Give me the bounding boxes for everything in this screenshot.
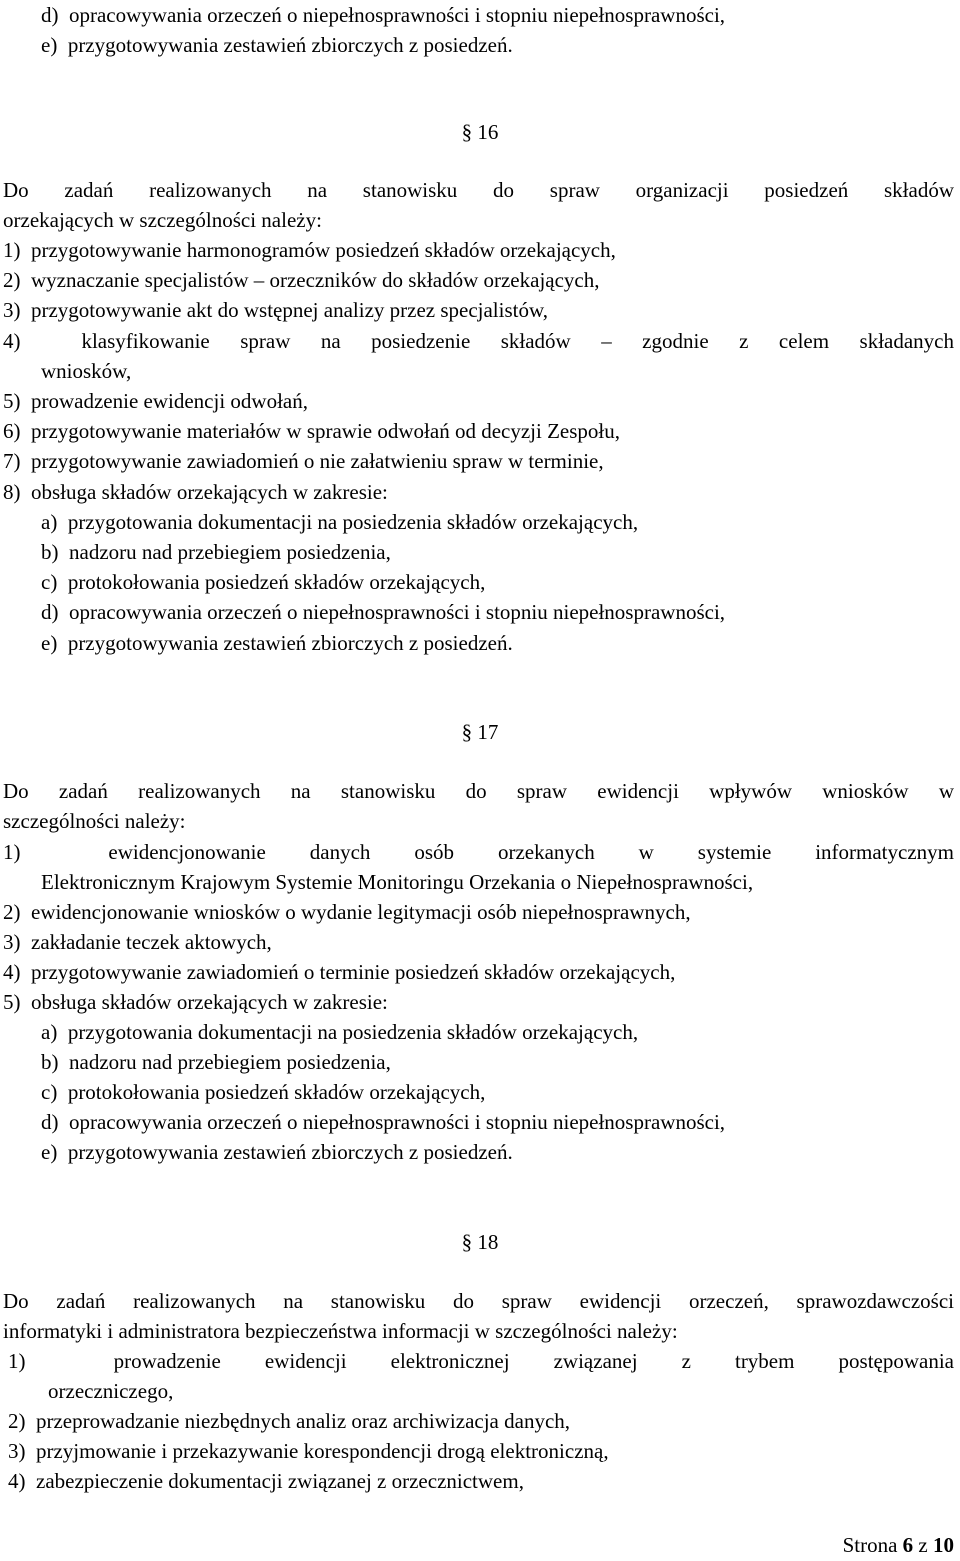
list-item: 3) przygotowywanie akt do wstępnej analizy przez specjalistów,: [3, 298, 549, 322]
list-item: 1) przygotowywanie harmonogramów posiedzeń składów orzekających,: [3, 238, 616, 262]
list-item: 4) zabezpieczenie dokumentacji związanej z orzecznictwem,: [8, 1469, 524, 1493]
sub-list-item: a) przygotowania dokumentacji na posiedzenia składów orzekających,: [41, 1020, 639, 1044]
sub-list-item: e) przygotowywania zestawień zbiorczych z posiedzeń.: [41, 631, 513, 655]
list-item: 2) ewidencjonowanie wniosków o wydanie legitymacji osób niepełnosprawnych,: [3, 900, 691, 924]
section-intro: Do zadań realizowanych na stanowisku do spraw ewidencji orzeczeń, sprawozdawczości: [3, 1289, 954, 1313]
sub-list-item: d) opracowywania orzeczeń o niepełnosprawności i stopniu niepełnosprawności,: [41, 600, 726, 624]
list-item: 8) obsługa składów orzekających w zakresie:: [3, 480, 388, 504]
section-intro: Do zadań realizowanych na stanowisku do spraw ewidencji wpływów wniosków w: [3, 779, 954, 803]
sub-list-item: e) przygotowywania zestawień zbiorczych z posiedzeń.: [41, 1140, 513, 1164]
list-item: 3) przyjmowanie i przekazywanie korespondencji drogą elektroniczną,: [8, 1439, 609, 1463]
list-item: 1) ewidencjonowanie danych osób orzekanych w systemie informatycznym: [3, 840, 954, 864]
page-footer: [843, 1531, 954, 1559]
sub-list-item: d) opracowywania orzeczeń o niepełnosprawności i stopniu niepełnosprawności,: [41, 1110, 726, 1134]
list-item: 1) prowadzenie ewidencji elektronicznej związanej z trybem postępowania: [8, 1349, 954, 1373]
list-item: 4) przygotowywanie zawiadomień o terminie posiedzeń składów orzekających,: [3, 960, 676, 984]
list-item: 5) obsługa składów orzekających w zakresie:: [3, 990, 388, 1014]
section-heading: § 17: [461, 720, 499, 744]
section-intro: Do zadań realizowanych na stanowisku do spraw organizacji posiedzeń składów: [3, 178, 954, 202]
list-item: 6) przygotowywanie materiałów w sprawie odwołań od decyzji Zespołu,: [3, 419, 620, 443]
list-item-continuation: wniosków,: [41, 359, 132, 383]
footer-prefix: Strona: [842, 1533, 898, 1557]
footer-page-number: 6: [902, 1533, 914, 1557]
list-item: 7) przygotowywanie zawiadomień o nie załatwieniu spraw w terminie,: [3, 449, 604, 473]
section-intro: szczególności należy:: [3, 809, 186, 833]
sub-list-item: b) nadzoru nad przebiegiem posiedzenia,: [41, 540, 391, 564]
list-item: 2) wyznaczanie specjalistów – orzeczników do składów orzekających,: [3, 268, 600, 292]
sub-list-item: a) przygotowania dokumentacji na posiedzenia składów orzekających,: [41, 510, 639, 534]
section-intro: informatyki i administratora bezpieczeństwa informacji w szczególności należy:: [3, 1319, 678, 1343]
list-item: 2) przeprowadzanie niezbędnych analiz oraz archiwizacja danych,: [8, 1409, 571, 1433]
text-line: e) przygotowywania zestawień zbiorczych z posiedzeń.: [41, 33, 513, 57]
section-intro: orzekających w szczególności należy:: [3, 208, 322, 232]
section-heading: § 18: [461, 1230, 499, 1254]
sub-list-item: c) protokołowania posiedzeń składów orzekających,: [41, 1080, 486, 1104]
text-line: d) opracowywania orzeczeń o niepełnosprawności i stopniu niepełnosprawności,: [41, 3, 726, 27]
footer-separator: z: [918, 1533, 928, 1557]
sub-list-item: c) protokołowania posiedzeń składów orzekających,: [41, 570, 486, 594]
list-item: 3) zakładanie teczek aktowych,: [3, 930, 272, 954]
sub-list-item: b) nadzoru nad przebiegiem posiedzenia,: [41, 1050, 391, 1074]
list-item-continuation: orzeczniczego,: [48, 1379, 174, 1403]
list-item: 4) klasyfikowanie spraw na posiedzenie składów – zgodnie z celem składanych: [3, 329, 954, 353]
footer-page-total: 10: [933, 1533, 954, 1557]
list-item: 5) prowadzenie ewidencji odwołań,: [3, 389, 308, 413]
list-item-continuation: Elektronicznym Krajowym Systemie Monitoringu Orzekania o Niepełnosprawności,: [41, 870, 754, 894]
section-heading: § 16: [461, 120, 499, 144]
